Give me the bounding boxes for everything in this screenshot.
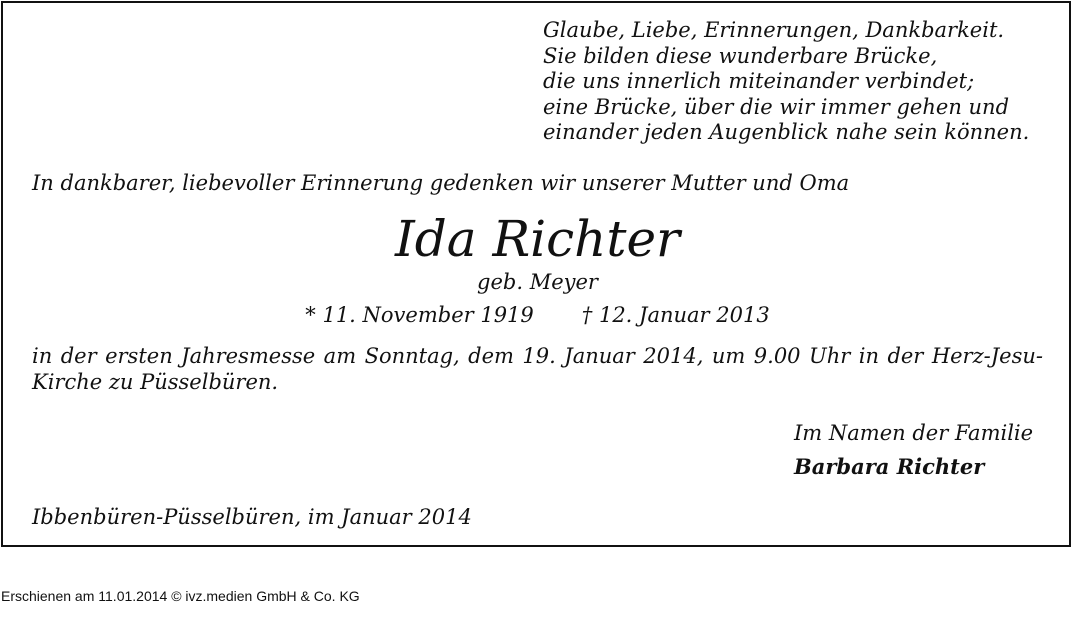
poem-line: Glaube, Liebe, Erinnerungen, Dankbarkeit.	[543, 18, 1005, 42]
place-date: Ibbenbüren-Püsselbüren, im Januar 2014	[32, 505, 472, 529]
poem-line: die uns innerlich miteinander verbindet;	[543, 69, 975, 93]
family-label: Im Namen der Familie	[794, 421, 1034, 445]
birth-name: geb. Meyer	[477, 270, 598, 294]
life-dates	[0, 303, 1075, 327]
deceased-name: Ida Richter	[395, 210, 680, 268]
poem	[543, 18, 1029, 146]
intro-text: In dankbarer, liebevoller Erinnerung gedenken wir unserer Mutter und Oma	[32, 171, 850, 195]
poem-line: eine Brücke, über die wir immer gehen und	[543, 94, 1010, 119]
publication-credit: Erschienen am 11.01.2014 © ivz.medien GmbH & Co. KG	[1, 588, 360, 604]
family-signature: Barbara Richter	[794, 454, 985, 479]
service-line: in der ersten Jahresmesse am Sonntag, dem 19. Januar 2014, um 9.00 Uhr in der Herz-Jesu-	[32, 344, 1043, 368]
birth-date: * 11. November 1919	[305, 303, 534, 327]
poem-line: Sie bilden diese wunderbare Brücke,	[543, 43, 938, 68]
death-date: † 12. Januar 2013	[581, 303, 770, 327]
service-line: Kirche zu Püsselbüren.	[32, 369, 279, 394]
service-announcement	[32, 344, 1043, 395]
poem-line: einander jeden Augenblick nahe sein können.	[543, 120, 1030, 144]
